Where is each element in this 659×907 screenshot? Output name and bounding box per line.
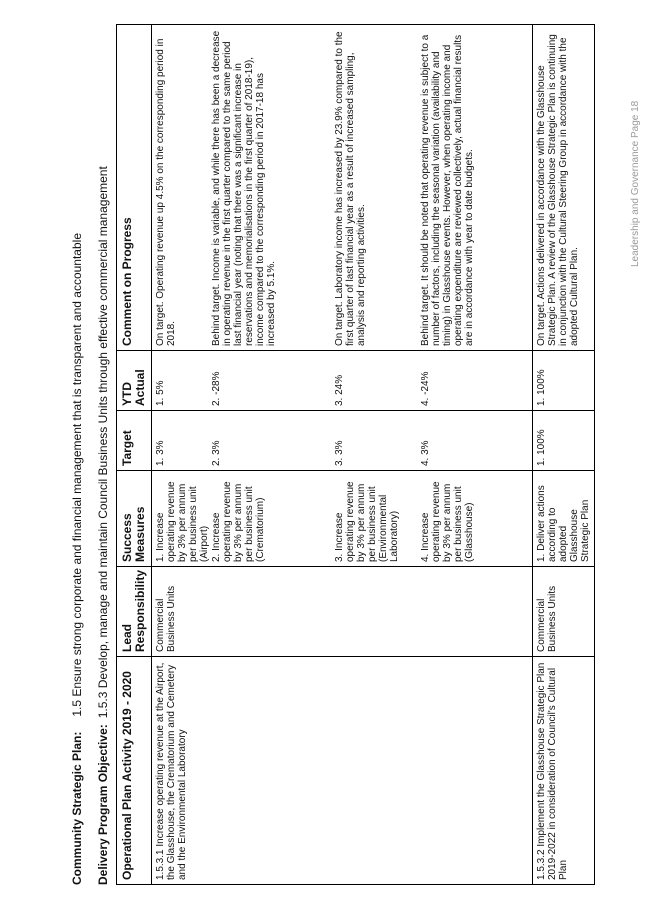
- objective-label: Delivery Program Objective:: [96, 724, 110, 885]
- measure-item: 4. Increase operating revenue by 3% per annum per business unit (Glasshouse): [420, 481, 475, 562]
- table-header-row: [117, 25, 152, 885]
- target-item: 1. 100%: [536, 429, 547, 466]
- actual-item: 1. 100%: [536, 369, 547, 406]
- table-row: [533, 25, 595, 885]
- actual-item: 3. 24%: [334, 374, 345, 406]
- actual-cell: [152, 351, 533, 411]
- lead-cell: Commercial Business Units: [533, 567, 595, 657]
- operational-plan-table: [116, 24, 595, 885]
- measure-item: 1. Increase operating revenue by 3% per annum per business unit (Airport): [155, 481, 210, 562]
- strategic-plan-label: Community Strategic Plan:: [70, 731, 84, 885]
- measure-item: 2. Increase operating revenue by 3% per annum per business unit (Crematorium): [211, 481, 266, 562]
- measure-item: 3. Increase operating revenue by 3% per annum per business unit (Environmental Laboratory): [334, 481, 400, 562]
- target-item: 3. 3%: [334, 440, 345, 466]
- objective-line: [96, 166, 110, 885]
- strategic-plan-line: [70, 233, 84, 885]
- activity-cell: 1.5.3.2 Implement the Glasshouse Strategic Plan 2019-2022 in consideration of Council's Cultural Plan: [533, 657, 595, 885]
- col-target-header: Target: [117, 411, 152, 471]
- strategic-plan-value: 1.5 Ensure strong corporate and financial management that is transparent and accountable: [70, 233, 84, 717]
- col-comment-header: Comment on Progress: [117, 25, 152, 351]
- measures-cell: [533, 471, 595, 567]
- measure-item: 1. Deliver actions according to adopted Glasshouse Strategic Plan: [536, 485, 591, 562]
- table-row: [152, 25, 533, 885]
- target-cell: [533, 411, 595, 471]
- actual-item: 2. -28%: [211, 371, 222, 406]
- actual-item: 1. 5%: [155, 380, 166, 406]
- comment-item: On target. Operating revenue up 4.5% on the corresponding period in 2018.: [155, 38, 177, 346]
- page-footer: Leadership and Governance Page 18: [630, 100, 641, 267]
- col-lead-header: Lead Responsibility: [117, 567, 152, 657]
- actual-item: 4. -24%: [420, 371, 431, 406]
- comment-item: Behind target. Income is variable, and while there has been a decrease in operating revenue in the first quarter compared to the same period last financial year (noting that there was a significant increase in reservations and memorialisations in the first quarter of 2018-19), income compared to the corresponding period in 2017-18 has increased by 5.1%.: [211, 30, 277, 346]
- actual-cell: [533, 351, 595, 411]
- comment-item: On target. Laboratory income has increased by 23.9% compared to the first quarter of last financial year as a result of increased sampling, analysis and reporting activities.: [334, 31, 367, 346]
- col-measures-header: Success Measures: [117, 471, 152, 567]
- comment-item: Behind target. It should be noted that operating revenue is subject to a number of factors, including the seasonal variation (availability and timing) in Glasshouse events. However, when operating income and operating expenditure are reviewed collectively, actual financial results are in accordance with year to date budgets.: [420, 34, 475, 346]
- activity-cell: 1.5.3.1 Increase operating revenue at the Airport, the Glasshouse, the Crematorium and Cemetery and the Environmental Laboratory: [152, 657, 533, 885]
- comment-cell: [533, 25, 595, 351]
- target-item: 1. 3%: [155, 440, 166, 466]
- lead-cell: Commercial Business Units: [152, 567, 533, 657]
- target-item: 4. 3%: [420, 440, 431, 466]
- objective-value: 1.5.3 Develop, manage and maintain Council Business Units through effective commercial management: [96, 166, 110, 719]
- comment-cell: [152, 25, 533, 351]
- col-activity-header: Operational Plan Activity 2019 - 2020: [117, 657, 152, 885]
- target-item: 2. 3%: [211, 440, 222, 466]
- col-actual-header: YTD Actual: [117, 351, 152, 411]
- comment-item: On target. Actions delivered in accordance with the Glasshouse Strategic Plan. A review of the Glasshouse Strategic Plan is continuing in conjunction with the Cultural Steering Group in accordance with the adopted Cultural Plan.: [536, 34, 580, 346]
- measures-cell: [152, 471, 533, 567]
- target-cell: [152, 411, 533, 471]
